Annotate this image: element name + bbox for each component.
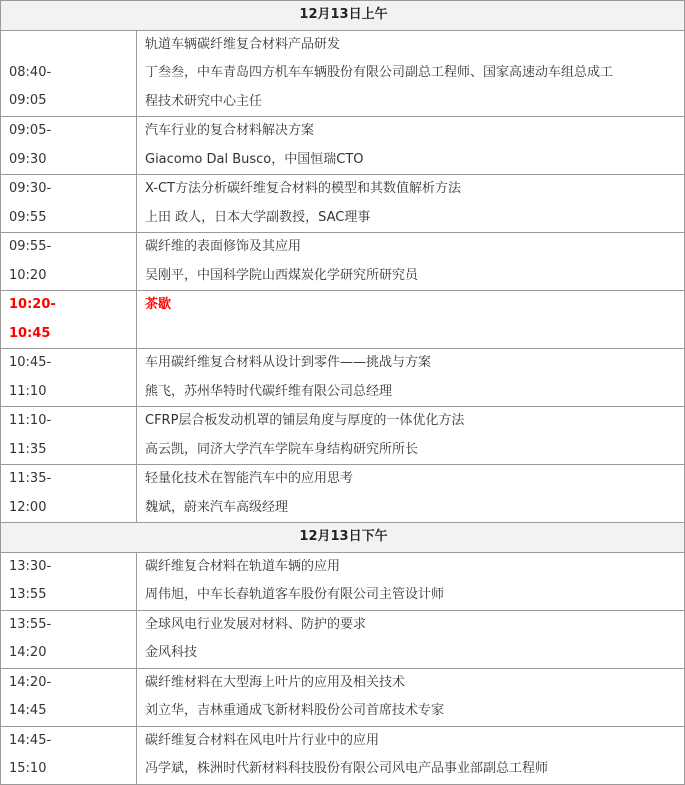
session-row [1,552,685,610]
end-time: 09:05 [9,93,47,108]
schedule-body [1,1,685,785]
end-time: 14:45 [9,703,47,718]
talk-title: 碳纤维的表面修饰及其应用 [145,239,302,254]
end-time: 12:00 [9,499,47,515]
section-header-row [1,523,685,553]
talk-title: 轨道车辆碳纤维复合材料产品研发 [145,36,341,52]
start-time: 11:10- [9,413,52,428]
start-time: 11:35- [9,471,52,486]
speaker-info: 刘立华，吉林重通成飞新材料股份公司首席技术专家 [145,703,445,718]
start-time: 14:45- [9,732,52,748]
empty-line [145,320,678,349]
session-row [1,117,685,175]
talk-title: 碳纤维复合材料在轨道车辆的应用 [145,558,341,574]
end-time: 09:55 [9,209,47,225]
session-row [1,668,685,726]
topic-cell [137,668,685,726]
session-row [1,726,685,784]
session-row [1,465,685,523]
talk-title: 轻量化技术在智能汽车中的应用思考 [145,471,354,486]
time-cell [1,407,137,465]
topic-cell [137,726,685,784]
speaker-info: 吴刚平，中国科学院山西煤炭化学研究所研究员 [145,267,419,283]
end-time: 14:20 [9,645,47,660]
session-row [1,610,685,668]
topic-cell [137,407,685,465]
time-cell [1,610,137,668]
start-time: 09:30- [9,181,52,196]
time-cell [1,291,137,349]
topic-cell [137,552,685,610]
speaker-info: 熊飞，苏州华特时代碳纤维有限公司总经理 [145,383,393,399]
session-row [1,349,685,407]
time-cell [1,175,137,233]
start-time: 09:05- [9,123,52,138]
end-time: 09:30 [9,151,47,167]
start-time: 10:20- [9,297,56,312]
speaker-info: 上田 政人，日本大学副教授，SAC理事 [145,209,371,225]
start-time: 13:55- [9,616,52,632]
speaker-info: 高云凯，同济大学汽车学院车身结构研究所所长 [145,441,419,457]
talk-title: 车用碳纤维复合材料从设计到零件——挑战与方案 [145,355,432,370]
talk-title: 全球风电行业发展对材料、防护的要求 [145,616,367,632]
time-cell [1,552,137,610]
session-row [1,175,685,233]
session-row [1,407,685,465]
speaker-info: 程技术研究中心主任 [145,93,263,109]
start-time: 09:55- [9,239,52,254]
section-title: 12月13日上午 [1,1,685,31]
section-header-row [1,1,685,31]
break-row [1,291,685,349]
talk-title: 碳纤维材料在大型海上叶片的应用及相关技术 [145,674,406,690]
end-time: 11:10 [9,383,47,399]
start-time: 08:40- [9,64,52,80]
session-row [1,233,685,291]
talk-title: CFRP层合板发动机罩的铺层角度与厚度的一体优化方法 [145,413,465,428]
session-row [1,30,685,117]
topic-cell [137,349,685,407]
end-time: 15:10 [9,761,47,776]
talk-title: 茶歇 [145,297,172,312]
topic-cell [137,30,685,117]
speaker-info: 丁叁叁，中车青岛四方机车车辆股份有限公司副总工程师、国家高速动车组总成工 [145,65,614,80]
talk-title: 碳纤维复合材料在风电叶片行业中的应用 [145,732,380,748]
speaker-info: 冯学斌，株洲时代新材料科技股份有限公司风电产品事业部副总工程师 [145,761,549,776]
talk-title: 汽车行业的复合材料解决方案 [145,123,315,138]
speaker-info: 魏斌，蔚来汽车高级经理 [145,499,289,515]
topic-cell [137,233,685,291]
topic-cell [137,117,685,175]
time-cell [1,465,137,523]
time-cell [1,233,137,291]
start-time: 13:30- [9,558,52,574]
time-cell [1,117,137,175]
topic-cell [137,465,685,523]
section-title: 12月13日下午 [1,523,685,553]
speaker-info: 金风科技 [145,645,198,660]
time-cell [1,349,137,407]
time-cell [1,668,137,726]
talk-title: X-CT方法分析碳纤维复合材料的模型和其数值解析方法 [145,181,461,196]
start-time: 14:20- [9,674,52,690]
speaker-info: 周伟旭，中车长春轨道客车股份有限公司主管设计师 [145,587,445,602]
end-time: 10:20 [9,267,47,283]
time-cell [1,30,137,117]
topic-cell [137,175,685,233]
topic-cell [137,291,685,349]
end-time: 13:55 [9,587,47,602]
time-cell [1,726,137,784]
start-time: 10:45- [9,355,52,370]
end-time: 11:35 [9,441,47,457]
end-time: 10:45 [9,325,51,341]
topic-cell [137,610,685,668]
speaker-info: Giacomo Dal Busco，中国恒瑞CTO [145,151,364,167]
